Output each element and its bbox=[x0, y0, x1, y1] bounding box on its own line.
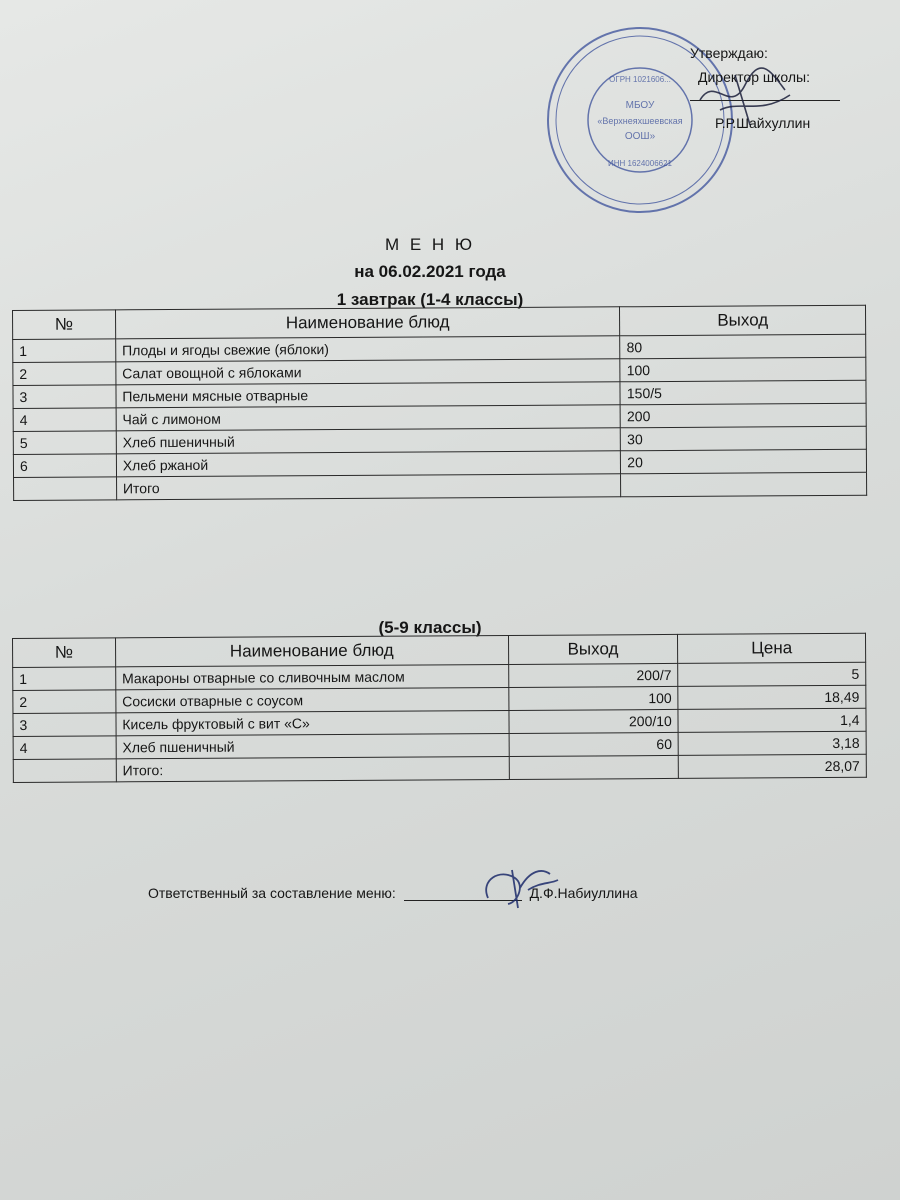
row-dish: Чай с лимоном bbox=[116, 405, 621, 431]
row-number: 3 bbox=[13, 385, 116, 409]
row-dish: Хлеб ржаной bbox=[116, 451, 621, 477]
total-number-empty bbox=[13, 759, 116, 783]
total-yield-empty bbox=[509, 755, 679, 779]
row-yield: 20 bbox=[621, 449, 867, 474]
row-number: 1 bbox=[13, 667, 116, 691]
section-title-1: 1 завтрак (1-4 классы) bbox=[336, 290, 524, 309]
seal-text-line2: «Верхнеяхшеевская bbox=[597, 116, 683, 126]
row-number: 2 bbox=[13, 362, 116, 386]
row-yield: 200 bbox=[620, 403, 866, 428]
menu-date: на 06.02.2021 года bbox=[354, 262, 506, 281]
row-number: 6 bbox=[13, 454, 116, 478]
row-dish: Кисель фруктовый с вит «С» bbox=[116, 710, 509, 735]
row-dish: Пельмени мясные отварные bbox=[116, 382, 621, 408]
total-price: 28,07 bbox=[679, 754, 867, 778]
row-price: 18,49 bbox=[678, 685, 866, 709]
approval-position: Директор школы: bbox=[698, 69, 810, 85]
row-number: 5 bbox=[13, 431, 116, 455]
header-number: № bbox=[13, 638, 116, 668]
total-label: Итого bbox=[116, 474, 621, 500]
meal-table-5-9 bbox=[12, 633, 867, 783]
header-yield: Выход bbox=[508, 634, 678, 664]
header-dish-name: Наименование блюд bbox=[115, 307, 620, 339]
row-yield: 80 bbox=[620, 334, 866, 359]
header-price: Цена bbox=[678, 633, 866, 663]
row-yield: 60 bbox=[509, 732, 679, 756]
seal-text-line1: МБОУ bbox=[625, 100, 655, 111]
row-dish: Хлеб пшеничный bbox=[116, 428, 621, 454]
breakfast-table-1-4 bbox=[12, 305, 867, 501]
row-yield: 200/7 bbox=[508, 663, 678, 687]
header-dish-name: Наименование блюд bbox=[115, 635, 508, 666]
row-yield: 100 bbox=[620, 357, 866, 382]
total-number-empty bbox=[14, 477, 117, 501]
approval-heading: Утверждаю: bbox=[690, 45, 768, 61]
director-signature bbox=[690, 55, 800, 135]
approval-director-name: Р.Р.Шайхуллин bbox=[715, 115, 811, 131]
row-dish: Плоды и ягоды свежие (яблоки) bbox=[116, 336, 621, 362]
row-price: 3,18 bbox=[678, 731, 866, 755]
row-yield: 30 bbox=[621, 426, 867, 451]
seal-inn: ИНН 1624006621 bbox=[607, 159, 673, 168]
menu-title: М Е Н Ю bbox=[384, 235, 476, 254]
row-yield: 200/10 bbox=[509, 709, 679, 733]
row-number: 1 bbox=[13, 339, 116, 363]
row-number: 3 bbox=[13, 713, 116, 737]
row-price: 5 bbox=[678, 662, 866, 686]
seal-text-line3: ООШ» bbox=[624, 131, 656, 142]
header-number: № bbox=[13, 310, 116, 340]
total-row bbox=[13, 754, 866, 782]
row-number: 4 bbox=[13, 408, 116, 432]
responsible-signature bbox=[470, 860, 565, 915]
row-yield: 150/5 bbox=[620, 380, 866, 405]
responsible-name: Д.Ф.Набиуллина bbox=[529, 885, 638, 901]
total-row bbox=[14, 472, 867, 500]
total-yield-empty bbox=[621, 472, 867, 497]
row-number: 4 bbox=[13, 736, 116, 760]
row-dish: Макароны отварные со сливочным маслом bbox=[115, 664, 508, 689]
row-yield: 100 bbox=[508, 686, 678, 710]
header-yield: Выход bbox=[620, 305, 866, 336]
row-price: 1,4 bbox=[678, 708, 866, 732]
row-dish: Сосиски отварные с соусом bbox=[116, 687, 509, 712]
row-number: 2 bbox=[13, 690, 116, 714]
seal-ogrn: ОГРН 1021606... bbox=[609, 75, 671, 84]
section-title-2: (5-9 классы) bbox=[378, 618, 482, 637]
row-dish: Хлеб пшеничный bbox=[116, 733, 509, 758]
responsible-label: Ответственный за составление меню: bbox=[148, 885, 396, 901]
total-label: Итого: bbox=[116, 756, 509, 781]
row-dish: Салат овощной с яблоками bbox=[116, 359, 621, 385]
